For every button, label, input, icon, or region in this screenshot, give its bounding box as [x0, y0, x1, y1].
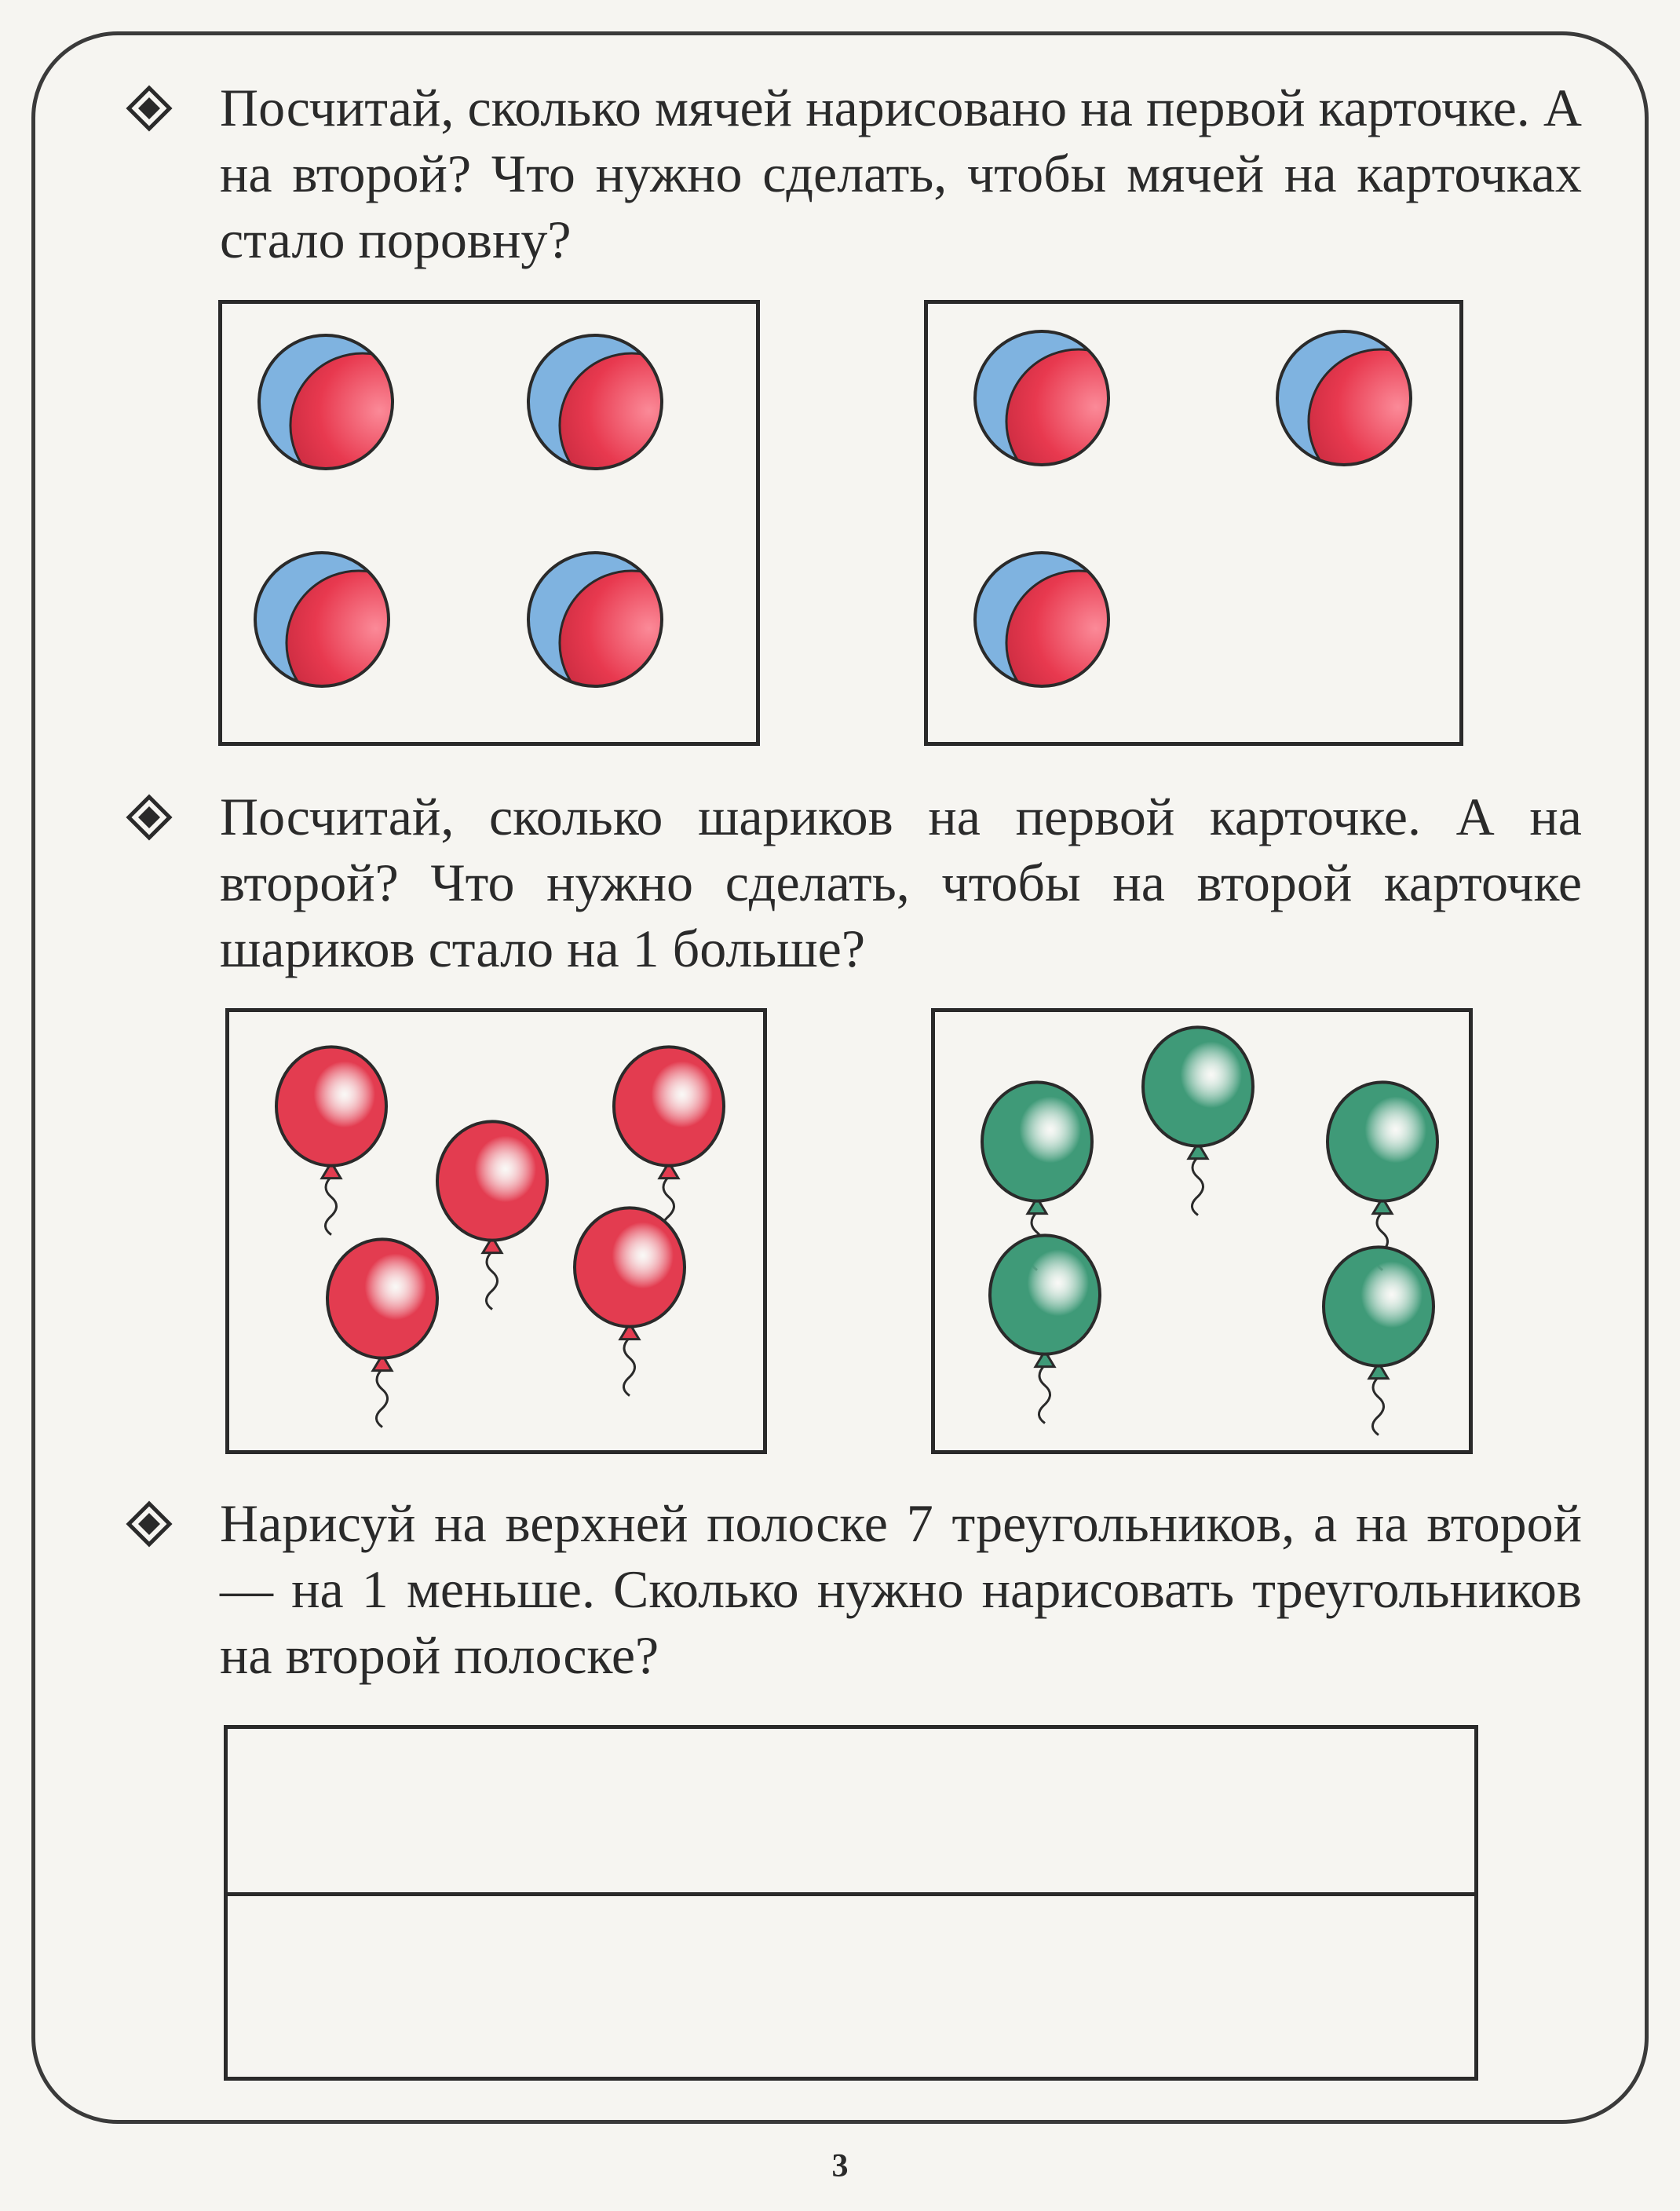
task-3	[133, 1490, 1582, 1688]
balloon-icon	[1143, 1027, 1253, 1215]
ball-icon	[528, 553, 704, 715]
ball-icon	[1277, 331, 1453, 494]
balloon-icon	[327, 1239, 437, 1427]
balls-card-1	[218, 300, 760, 746]
task-1	[133, 75, 1582, 272]
balloon-icon	[276, 1047, 386, 1234]
ball-icon	[975, 553, 1151, 715]
drawing-strips[interactable]	[224, 1725, 1478, 2081]
page-number: 3	[831, 2148, 849, 2184]
balloon-icon	[575, 1208, 685, 1395]
diamond-bullet-icon	[126, 85, 173, 132]
balloon-icon	[437, 1121, 547, 1309]
ball-icon	[975, 331, 1151, 494]
task-3-text: Нарисуй на верхней полоске 7 треугольников, а на второй — на 1 меньше. Сколько нужно нарисовать треугольников на второй полоске?	[220, 1493, 1582, 1685]
diamond-bullet-icon	[126, 1500, 173, 1548]
strip-divider	[228, 1892, 1474, 1896]
balloons-card-2	[931, 1008, 1473, 1454]
balloon-icon	[1328, 1082, 1437, 1270]
balloons-card-1	[225, 1008, 767, 1454]
ball-icon	[259, 335, 435, 498]
balloon-icon	[1324, 1247, 1433, 1434]
task-1-text: Посчитай, сколько мячей нарисовано на первой карточке. А на второй? Что нужно сделать, чтобы мячей на карточках стало поровну?	[220, 78, 1582, 269]
balloon-icon	[990, 1235, 1100, 1423]
task-2-text: Посчитай, сколько шариков на первой карточке. А на второй? Что нужно сделать, чтобы на второй карточке шариков стало на 1 больше?	[220, 787, 1582, 978]
ball-icon	[528, 335, 704, 498]
diamond-bullet-icon	[126, 794, 173, 841]
task-2	[133, 784, 1582, 981]
ball-icon	[255, 553, 431, 715]
balls-card-2	[924, 300, 1463, 746]
